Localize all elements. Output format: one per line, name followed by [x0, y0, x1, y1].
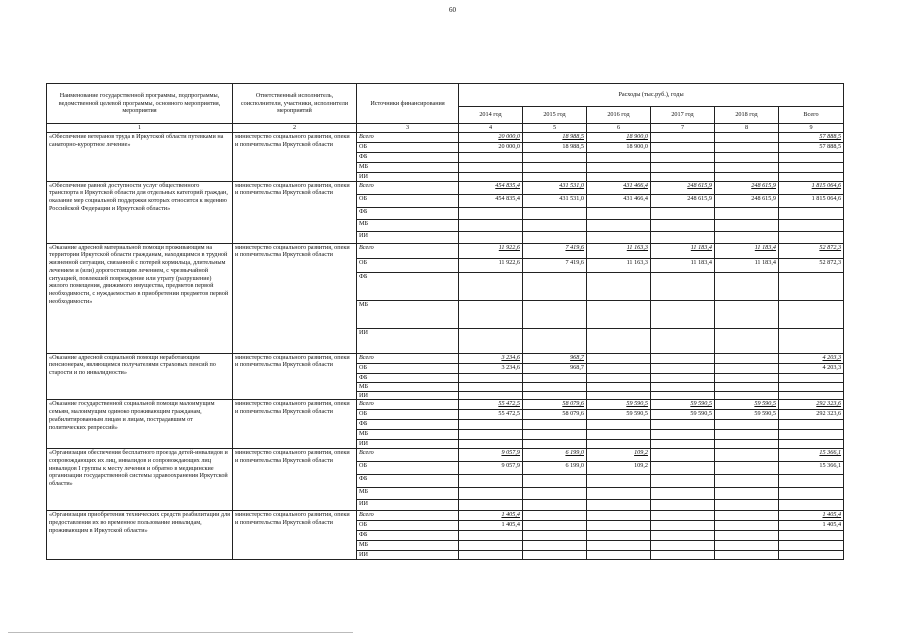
year-value: 59 590,5	[587, 400, 651, 410]
page-number: 60	[449, 6, 456, 14]
funding-source: МБ	[357, 300, 459, 328]
total-value	[779, 475, 844, 488]
year-value: 3 234,6	[459, 363, 523, 373]
year-value	[523, 373, 587, 382]
year-value	[715, 373, 779, 382]
year-value	[651, 300, 715, 328]
year-value	[587, 152, 651, 162]
year-value	[587, 391, 651, 400]
table-row	[47, 132, 844, 142]
year-value	[587, 373, 651, 382]
executor: министерство социального развития, опеки и попечительства Иркутской области	[233, 400, 357, 449]
year-value	[715, 500, 779, 511]
table-row	[47, 511, 844, 521]
total-value	[779, 500, 844, 511]
year-value	[651, 511, 715, 521]
funding-source: Всего	[357, 243, 459, 258]
column-number: 1	[47, 124, 233, 133]
year-value	[651, 363, 715, 373]
column-number: 8	[715, 124, 779, 133]
total-value: 1 815 064,6	[779, 194, 844, 207]
table-body	[47, 132, 844, 559]
executor: министерство социального развития, опеки и попечительства Иркутской области	[233, 449, 357, 511]
year-value: 59 590,5	[715, 410, 779, 420]
funding-source: ИИ	[357, 231, 459, 243]
year-value	[459, 272, 523, 300]
year-value	[651, 449, 715, 462]
year-value	[651, 551, 715, 560]
funding-source: МБ	[357, 382, 459, 391]
year-value	[715, 219, 779, 231]
year-value	[715, 531, 779, 541]
total-value: 52 872,3	[779, 243, 844, 258]
year-value	[651, 475, 715, 488]
year-value	[459, 420, 523, 430]
table-row	[47, 243, 844, 258]
executor: министерство социального развития, опеки и попечительства Иркутской области	[233, 243, 357, 353]
year-value	[651, 172, 715, 181]
year-value	[587, 363, 651, 373]
year-value	[715, 172, 779, 181]
year-value: 431 531,0	[523, 194, 587, 207]
year-value: 3 234,6	[459, 353, 523, 363]
year-value	[587, 353, 651, 363]
total-value: 52 872,3	[779, 258, 844, 272]
footer-divider	[8, 632, 353, 633]
column-number: 9	[779, 124, 844, 133]
year-value	[587, 172, 651, 181]
year-value	[523, 162, 587, 172]
year-value	[459, 300, 523, 328]
year-value	[651, 500, 715, 511]
funding-source: МБ	[357, 488, 459, 500]
year-value: 11 183,4	[715, 258, 779, 272]
year-value	[459, 440, 523, 449]
year-value	[459, 531, 523, 541]
year-value	[651, 142, 715, 152]
funding-source: ИИ	[357, 500, 459, 511]
funding-source: ОБ	[357, 521, 459, 531]
year-value	[651, 162, 715, 172]
year-value	[651, 272, 715, 300]
budget-table	[46, 83, 844, 560]
year-value	[651, 440, 715, 449]
total-value	[779, 207, 844, 219]
header-source: Источники финансирования	[357, 84, 459, 124]
funding-source: ОБ	[357, 258, 459, 272]
year-value	[715, 382, 779, 391]
total-value	[779, 162, 844, 172]
funding-source: ОБ	[357, 142, 459, 152]
year-value	[651, 462, 715, 475]
year-value: 59 590,5	[651, 400, 715, 410]
year-value: 11 922,6	[459, 243, 523, 258]
year-value: 55 472,5	[459, 410, 523, 420]
year-value	[587, 382, 651, 391]
year-value	[651, 521, 715, 531]
funding-source: ИИ	[357, 440, 459, 449]
executor: министерство социального развития, опеки и попечительства Иркутской области	[233, 353, 357, 400]
year-value: 11 183,4	[651, 243, 715, 258]
table-row	[47, 353, 844, 363]
year-value	[587, 207, 651, 219]
funding-source: Всего	[357, 400, 459, 410]
year-value	[715, 430, 779, 440]
year-value	[459, 541, 523, 551]
year-value	[459, 391, 523, 400]
column-number: 7	[651, 124, 715, 133]
year-value	[459, 430, 523, 440]
table-row	[47, 181, 844, 194]
year-value: 11 922,6	[459, 258, 523, 272]
year-value: 248 615,9	[715, 181, 779, 194]
year-value	[523, 475, 587, 488]
year-value	[587, 500, 651, 511]
total-value	[779, 172, 844, 181]
year-value	[459, 475, 523, 488]
year-value	[459, 219, 523, 231]
year-value: 248 615,9	[651, 181, 715, 194]
year-value	[587, 231, 651, 243]
year-value	[715, 132, 779, 142]
program-name: «Оказание адресной социальной помощи неработающим пенсионерам, являющимся получателями страховых пенсий по старости и по инвалидности»	[47, 353, 233, 400]
year-value: 9 057,9	[459, 462, 523, 475]
year-value: 7 419,6	[523, 258, 587, 272]
header-year: 2018 год	[715, 107, 779, 124]
year-value: 248 615,9	[715, 194, 779, 207]
total-value: 1 405,4	[779, 521, 844, 531]
year-value	[715, 440, 779, 449]
year-value	[651, 541, 715, 551]
year-value: 20 000,0	[459, 132, 523, 142]
program-name: «Оказание адресной материальной помощи проживающим на территории Иркутской области гражданам, находящимся в трудной жизненной ситуации, связанной с потерей кормильца, длительным лечением и (или) дорогостоящим лечением, с чрезвычайной ситуацией, повлекшей повреждение или утрату (разрушение) жилого помещения, движимого имущества, предметов первой необходимости, с нуждаемостью в приобретении предметов первой необходимости»	[47, 243, 233, 353]
total-value	[779, 152, 844, 162]
year-value	[523, 521, 587, 531]
year-value	[651, 391, 715, 400]
year-value: 1 405,4	[459, 511, 523, 521]
year-value	[459, 382, 523, 391]
funding-source: МБ	[357, 219, 459, 231]
funding-source: ОБ	[357, 462, 459, 475]
year-value	[715, 363, 779, 373]
year-value	[715, 420, 779, 430]
executor: министерство социального развития, опеки и попечительства Иркутской области	[233, 511, 357, 560]
year-value	[715, 272, 779, 300]
year-value	[523, 420, 587, 430]
year-value	[523, 272, 587, 300]
year-value	[715, 152, 779, 162]
year-value	[651, 132, 715, 142]
funding-source: ИИ	[357, 391, 459, 400]
year-value	[587, 521, 651, 531]
year-value	[651, 420, 715, 430]
header-year: 2015 год	[523, 107, 587, 124]
year-value	[523, 430, 587, 440]
funding-source: ОБ	[357, 363, 459, 373]
year-value: 18 900,0	[587, 142, 651, 152]
header-executor: Ответственный исполнитель, соисполнители, участники, исполнители мероприятий	[233, 84, 357, 124]
total-value	[779, 541, 844, 551]
funding-source: ФБ	[357, 373, 459, 382]
total-value	[779, 272, 844, 300]
year-value	[715, 231, 779, 243]
year-value	[651, 328, 715, 353]
year-value	[459, 172, 523, 181]
year-value: 18 900,0	[587, 132, 651, 142]
year-value	[587, 328, 651, 353]
year-value	[523, 500, 587, 511]
year-value	[459, 551, 523, 560]
year-value	[523, 231, 587, 243]
funding-source: ИИ	[357, 172, 459, 181]
total-value	[779, 300, 844, 328]
total-value: 292 323,6	[779, 410, 844, 420]
year-value	[715, 142, 779, 152]
year-value	[523, 207, 587, 219]
column-number: 6	[587, 124, 651, 133]
funding-source: ИИ	[357, 551, 459, 560]
year-value	[651, 152, 715, 162]
total-value: 15 366,1	[779, 462, 844, 475]
total-value: 57 888,5	[779, 132, 844, 142]
year-value: 968,7	[523, 363, 587, 373]
year-value: 431 531,0	[523, 181, 587, 194]
year-value	[587, 162, 651, 172]
total-value: 4 203,3	[779, 353, 844, 363]
total-value: 57 888,5	[779, 142, 844, 152]
funding-source: ФБ	[357, 475, 459, 488]
year-value	[651, 353, 715, 363]
year-value	[587, 219, 651, 231]
header-name: Наименование государственной программы, подпрограммы, ведомственной целевой программы, основного мероприятия, мероприятия	[47, 84, 233, 124]
year-value	[459, 488, 523, 500]
year-value: 58 079,6	[523, 410, 587, 420]
year-value	[715, 462, 779, 475]
year-value	[651, 373, 715, 382]
year-value: 11 163,3	[587, 258, 651, 272]
year-value	[523, 391, 587, 400]
year-value	[715, 391, 779, 400]
funding-source: Всего	[357, 181, 459, 194]
year-value	[715, 328, 779, 353]
year-value	[523, 511, 587, 521]
year-value	[651, 382, 715, 391]
program-name: «Организация обеспечения бесплатного проезда детей-инвалидов и сопровождающих их лиц, инвалидов и сопровождающих лиц инвалидов I группы к месту лечения и обратно в медицинские организации государственной системы здравоохранения Иркутской области»	[47, 449, 233, 511]
total-value: 15 366,1	[779, 449, 844, 462]
total-value	[779, 440, 844, 449]
total-value	[779, 231, 844, 243]
column-number: 3	[357, 124, 459, 133]
total-value	[779, 382, 844, 391]
year-value	[587, 272, 651, 300]
total-value	[779, 551, 844, 560]
year-value: 59 590,5	[651, 410, 715, 420]
year-value	[715, 541, 779, 551]
year-value: 968,7	[523, 353, 587, 363]
funding-source: Всего	[357, 132, 459, 142]
year-value	[587, 300, 651, 328]
year-value	[523, 382, 587, 391]
table-row	[47, 449, 844, 462]
funding-source: ФБ	[357, 420, 459, 430]
year-value: 18 988,5	[523, 142, 587, 152]
funding-source: МБ	[357, 541, 459, 551]
year-value	[715, 353, 779, 363]
table-row	[47, 400, 844, 410]
year-value	[651, 231, 715, 243]
column-number: 2	[233, 124, 357, 133]
funding-source: ИИ	[357, 328, 459, 353]
funding-source: МБ	[357, 162, 459, 172]
year-value	[715, 488, 779, 500]
funding-source: Всего	[357, 511, 459, 521]
year-value	[523, 300, 587, 328]
year-value	[459, 207, 523, 219]
year-value	[651, 207, 715, 219]
year-value	[523, 152, 587, 162]
year-value	[459, 231, 523, 243]
executor: министерство социального развития, опеки и попечительства Иркутской области	[233, 181, 357, 243]
total-value	[779, 391, 844, 400]
year-value: 109,2	[587, 449, 651, 462]
funding-source: ФБ	[357, 272, 459, 300]
year-value	[651, 488, 715, 500]
year-value: 58 079,6	[523, 400, 587, 410]
year-value	[587, 488, 651, 500]
year-value: 109,2	[587, 462, 651, 475]
year-value	[715, 511, 779, 521]
year-value	[587, 551, 651, 560]
year-value	[587, 430, 651, 440]
total-value: 1 815 064,6	[779, 181, 844, 194]
year-value	[715, 521, 779, 531]
year-value	[587, 531, 651, 541]
year-value	[523, 328, 587, 353]
program-name: «Организация приобретения технических средств реабилитации для предоставления их во временное пользование инвалидам, проживающим в Иркутской области»	[47, 511, 233, 560]
program-name: «Обеспечение равной доступности услуг общественного транспорта в Иркутской области для отдельных категорий граждан, оказание мер социальной поддержки которых относится к ведению Российской Федерации и Иркутской области»	[47, 181, 233, 243]
total-value: 292 323,6	[779, 400, 844, 410]
year-value	[587, 420, 651, 430]
year-value: 431 466,4	[587, 194, 651, 207]
year-value	[715, 475, 779, 488]
year-value	[459, 152, 523, 162]
funding-source: ФБ	[357, 207, 459, 219]
funding-source: Всего	[357, 353, 459, 363]
funding-source: ФБ	[357, 152, 459, 162]
year-value: 7 419,6	[523, 243, 587, 258]
header-year: 2014 год	[459, 107, 523, 124]
year-value	[523, 219, 587, 231]
total-value	[779, 488, 844, 500]
total-value	[779, 328, 844, 353]
year-value	[523, 551, 587, 560]
year-value	[523, 488, 587, 500]
year-value: 59 590,5	[715, 400, 779, 410]
column-number: 5	[523, 124, 587, 133]
funding-source: ОБ	[357, 194, 459, 207]
year-value	[459, 162, 523, 172]
year-value: 11 183,4	[715, 243, 779, 258]
year-value: 454 835,4	[459, 181, 523, 194]
year-value: 20 000,0	[459, 142, 523, 152]
executor: министерство социального развития, опеки и попечительства Иркутской области	[233, 132, 357, 181]
total-value: 4 203,3	[779, 363, 844, 373]
column-number: 4	[459, 124, 523, 133]
total-value	[779, 531, 844, 541]
header-total: Всего	[779, 107, 844, 124]
year-value	[587, 475, 651, 488]
year-value: 11 183,4	[651, 258, 715, 272]
year-value: 1 405,4	[459, 521, 523, 531]
year-value	[587, 511, 651, 521]
year-value: 18 988,5	[523, 132, 587, 142]
year-value: 248 615,9	[651, 194, 715, 207]
year-value	[715, 207, 779, 219]
year-value	[523, 172, 587, 181]
total-value	[779, 219, 844, 231]
year-value	[459, 500, 523, 511]
program-name: «Обеспечение ветеранов труда в Иркутской области путевками на санаторно-курортное лечение»	[47, 132, 233, 181]
year-value	[715, 162, 779, 172]
year-value: 9 057,9	[459, 449, 523, 462]
funding-source: Всего	[357, 449, 459, 462]
total-value	[779, 430, 844, 440]
year-value	[651, 430, 715, 440]
year-value: 11 163,3	[587, 243, 651, 258]
year-value	[587, 440, 651, 449]
year-value	[459, 373, 523, 382]
funding-source: ФБ	[357, 531, 459, 541]
year-value: 454 835,4	[459, 194, 523, 207]
year-value	[523, 531, 587, 541]
year-value: 59 590,5	[587, 410, 651, 420]
year-value	[651, 219, 715, 231]
funding-source: МБ	[357, 430, 459, 440]
header-year: 2017 год	[651, 107, 715, 124]
header-expenses: Расходы (тыс.руб.), годы	[459, 84, 844, 107]
year-value	[523, 440, 587, 449]
total-value	[779, 373, 844, 382]
year-value: 55 472,5	[459, 400, 523, 410]
year-value: 431 466,4	[587, 181, 651, 194]
total-value: 1 405,4	[779, 511, 844, 521]
year-value: 6 199,0	[523, 462, 587, 475]
total-value	[779, 420, 844, 430]
year-value	[715, 300, 779, 328]
year-value	[523, 541, 587, 551]
year-value	[715, 449, 779, 462]
year-value: 6 199,0	[523, 449, 587, 462]
header-year: 2016 год	[587, 107, 651, 124]
year-value	[651, 531, 715, 541]
year-value	[459, 328, 523, 353]
year-value	[715, 551, 779, 560]
year-value	[587, 541, 651, 551]
funding-source: ОБ	[357, 410, 459, 420]
program-name: «Оказание государственной социальной помощи малоимущим семьям, малоимущим одиноко проживающим гражданам, реабилитированным лицам и лицам, пострадавшим от политических репрессий»	[47, 400, 233, 449]
